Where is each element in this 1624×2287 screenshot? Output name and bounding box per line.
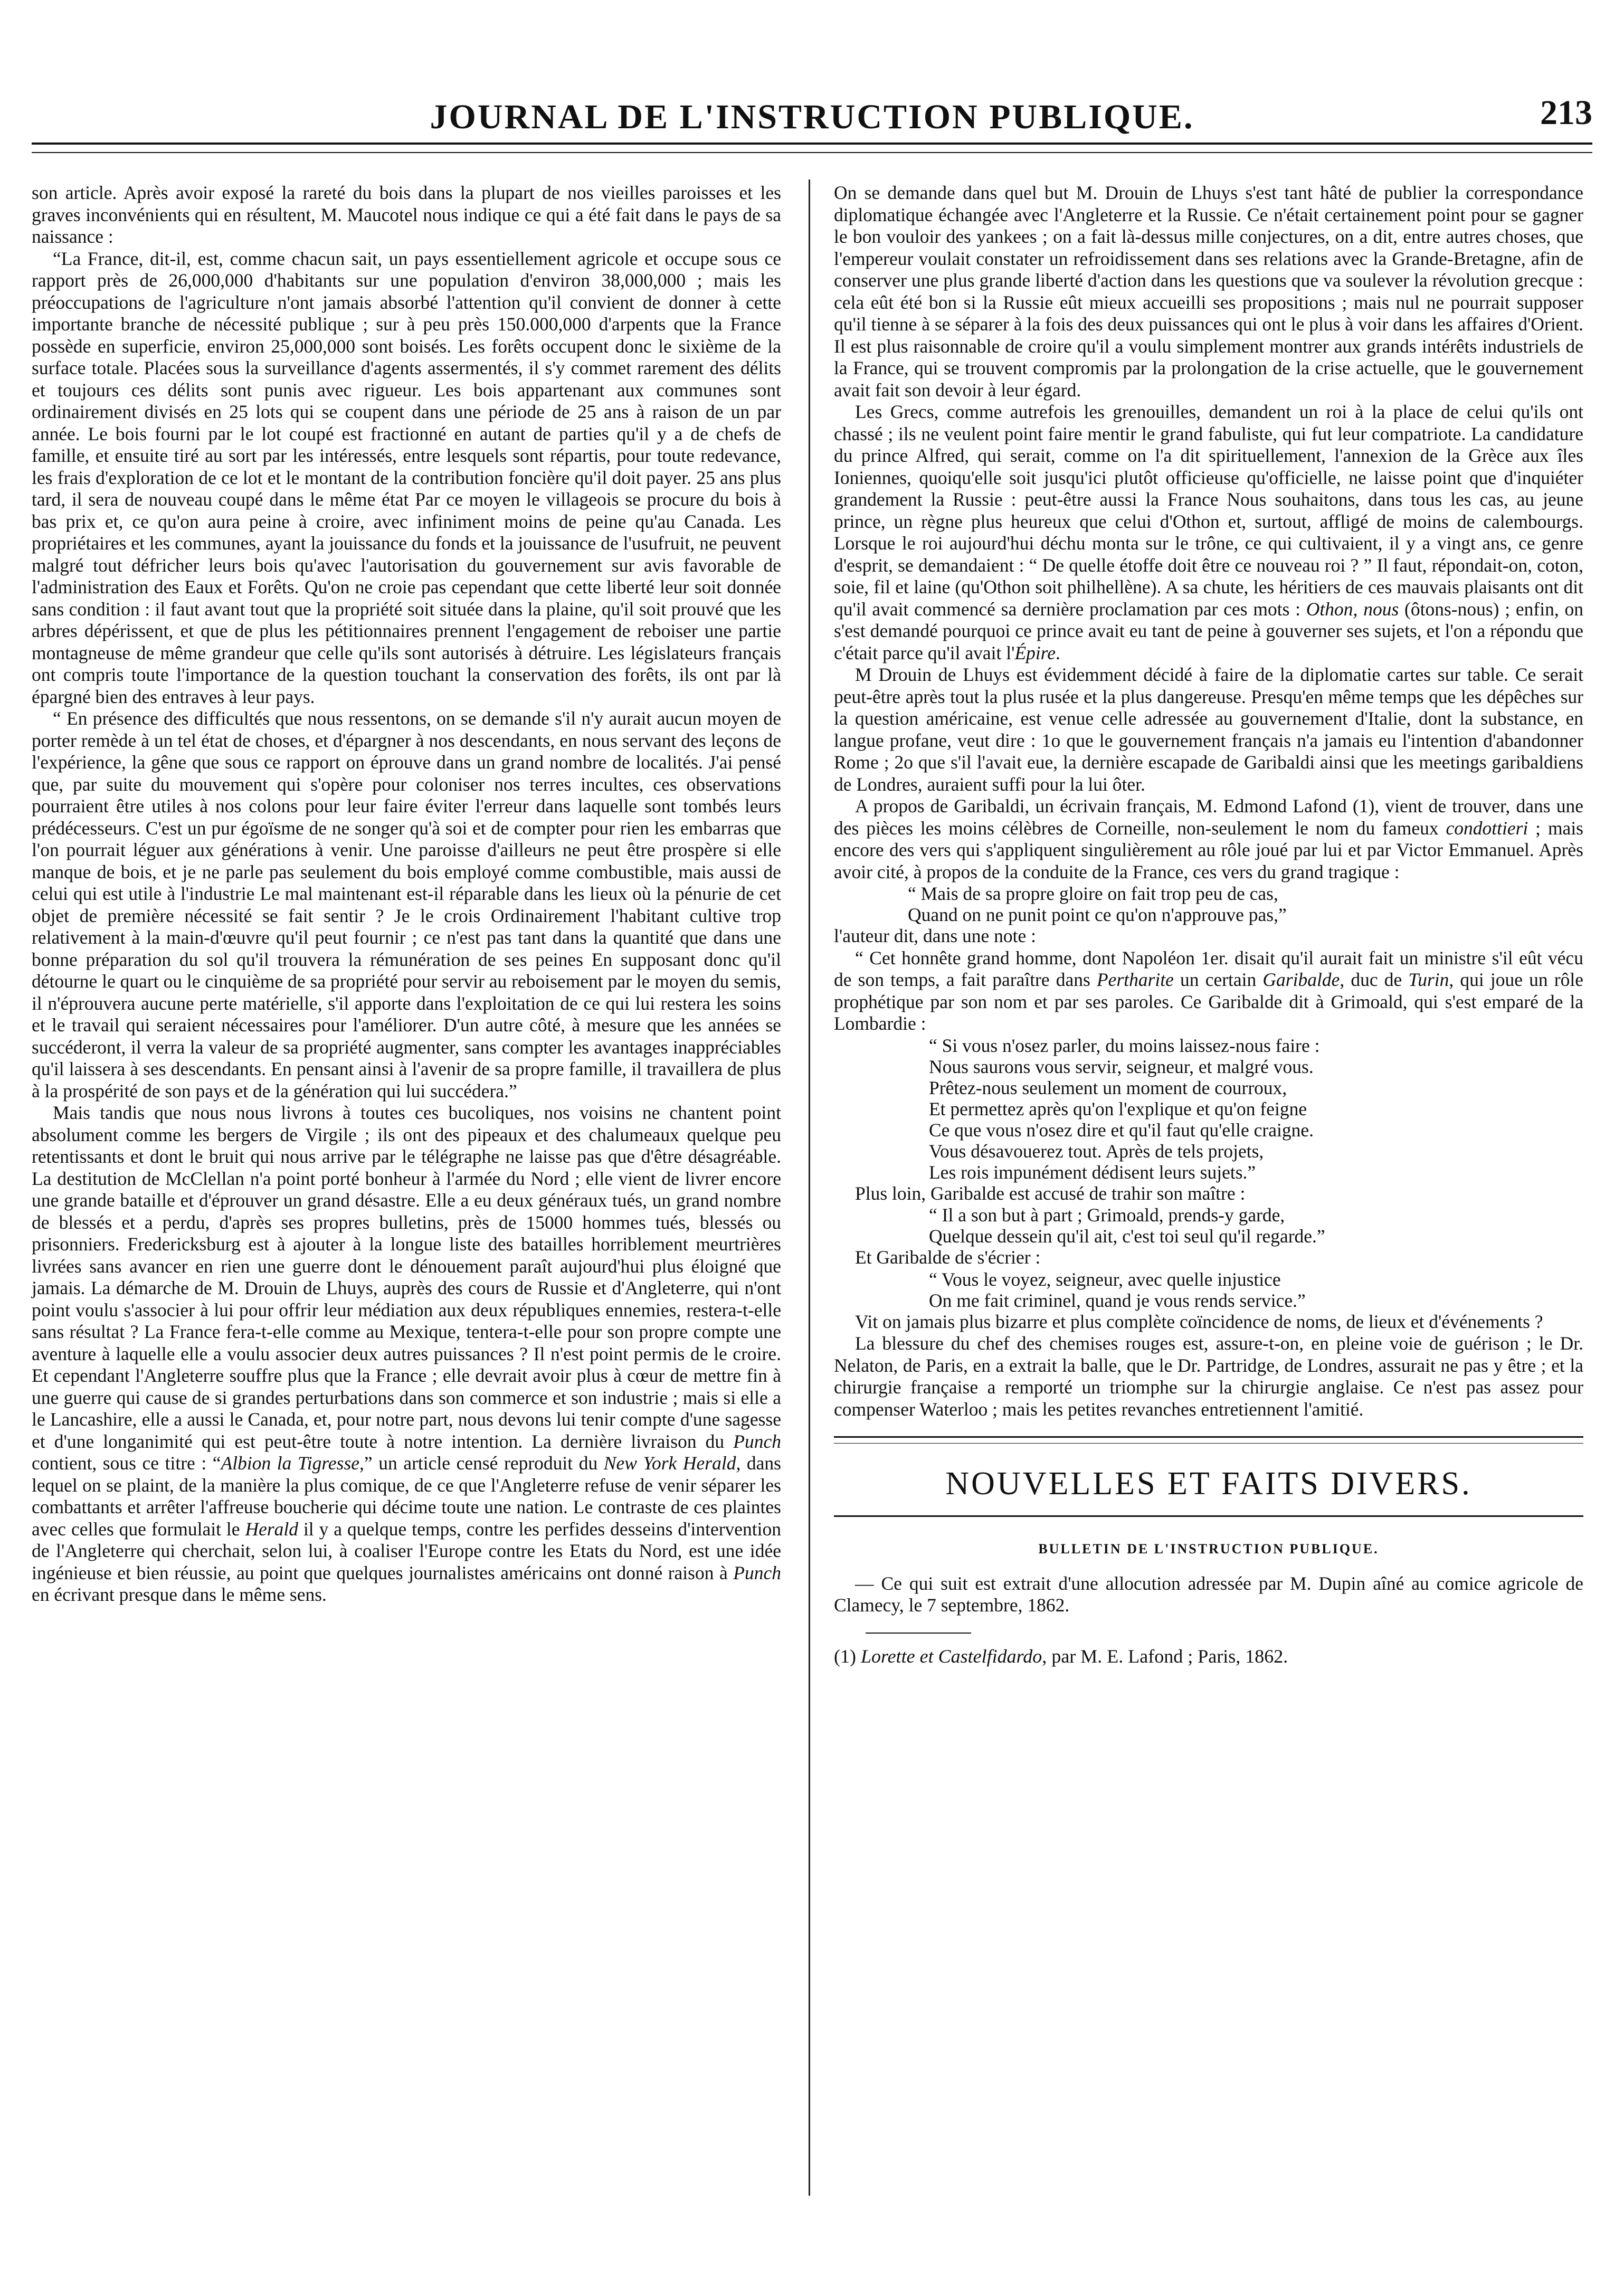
paragraph: Plus loin, Garibalde est accusé de trahir son maître : [855, 1182, 1246, 1204]
bulletin-title: BULLETIN DE L'INSTRUCTION PUBLIQUE. [1038, 1541, 1379, 1557]
paragraph: A propos de Garibaldi, un écrivain français, M. Edmond Lafond (1), vient de trouver, dans une des pièces les moins célèbres de Corneille, non-seulement le nom du fameux condottieri ; mais encore des vers qui s'appliquent singulièrement au rôle joué par lui et par Victor Emmanuel. Après avoir cité, à propos de la conduite de la France, ces vers du grand tragique : [834, 795, 1583, 882]
paragraph: Les Grecs, comme autrefois les grenouilles, demandent un roi à la place de celui qu'ils ont chassé ; ils ne veulent point faire mentir le grand fabuliste, qui fut leur compatriote. La candidature du prince Alfred, qui serait, comme on l'a dit spirituellement, l'annexion de la Grèce aux îles Ioniennes, quoiqu'elle soit jusqu'ici plutôt officieuse qu'officielle, ne laisse point que d'inquiéter grandement la Russie : peut-être aussi la France Nous souhaitons, dans tous les cas, au jeune prince, un règne plus heureux que celui d'Othon et, surtout, affligé de moins de calembourgs. Lorsque le roi aujourd'hui déchu monta sur le trône, ce qui cultivaient, il y a vingt ans, ce genre d'esprit, se demandaient : “ De quelle étoffe doit être ce nouveau roi ? ” Il faut, répondait-on, coton, soie, fil et laine (qu'Othon soit philhellène). A sa chute, les héritiers de ces mauvais plaisants ont dit qu'il avait commencé sa dernière proclamation par ces mots : Othon, nous (ôtons-nous) ; enfin, on s'est demandé pourquoi ce prince avait eu tant de peine à gouverner ses sujets, et l'on a répondu que c'était parce qu'il avait l'Épire. [834, 401, 1583, 663]
paragraph: son article. Après avoir exposé la rareté du bois dans la plupart de nos vieilles paroisses et les graves inconvénients qui en résultent, M. Maucotel nous indique ce qui a été fait dans le pays de sa naissance : [32, 182, 781, 247]
footnote: (1) Lorette et Castelfidardo, par M. E. Lafond ; Paris, 1862. [834, 1645, 1288, 1667]
page-header [32, 79, 1592, 137]
journal-title: JOURNAL DE L'INSTRUCTION PUBLIQUE. [430, 98, 1194, 136]
section-rule [834, 1515, 1583, 1517]
section-rule [834, 1436, 1583, 1444]
section-title: NOUVELLES ET FAITS DIVERS. [945, 1466, 1472, 1502]
paragraph: Vit on jamais plus bizarre et plus complète coïncidence de noms, de lieux et d'événements ? [855, 1311, 1543, 1332]
verse-block: “ Mais de sa propre gloire on fait trop peu de cas, Quand on ne punit point ce qu'on n'approuve pas,” [908, 883, 1287, 925]
paragraph: l'auteur dit, dans une note : [834, 925, 1036, 946]
verse-block: “ Vous le voyez, seigneur, avec quelle injustice On me fait criminel, quand je vous rends service.” [929, 1268, 1306, 1311]
paragraph: “ En présence des difficultés que nous ressentons, on se demande s'il n'y aurait aucun moyen de porter remède à un tel état de choses, et d'épargner à nos descendants, en nous servant des leçons de l'expérience, la gêne que sous ce rapport on éprouve dans un grand nombre de localités. J'ai pensé que, par suite du mouvement qui s'opère pour coloniser nos terres incultes, ces observations pourraient être utiles à nos colons pour leur faire éviter l'erreur dans laquelle sont tombés leurs prédécesseurs. C'est un pur égoïsme de ne songer qu'à soi et de compter pour rien les embarras que l'on pourrait léguer aux générations à venir. Une paroisse d'ailleurs ne peut être prospère si elle manque de bois, et je ne parle pas seulement du bois employé comme combustible, mais aussi de celui qui est utile à l'industrie Le mal maintenant est-il réparable dans les lieux où la pénurie de cet objet de première nécessité se fait sentir ? Je le crois Ordinairement l'habitant cultive trop relativement à la main-d'œuvre qu'il peut fournir ; ce n'est pas tant dans la quantité que dans une bonne préparation du sol qu'il trouvera la rémunération de ses peines En supposant donc qu'il détourne le quart ou le cinquième de sa propriété pour servir au reboisement par le moyen du semis, il n'éprouvera aucune perte matérielle, s'il apporte dans l'exploitation de ce qui lui restera les soins et le travail qui seraient nécessaires pour l'améliorer. D'un autre côté, à mesure que les années se succéderont, il verra la valeur de sa propriété augmenter, sans compter les avantages inappréciables qu'il laissera à ses descendants. En pensant ainsi à l'avenir de sa propre famille, il travaillera de plus à la prospérité de son pays et de la génération qui lui succédera.” [32, 708, 781, 1102]
paragraph: — Ce qui suit est extrait d'une allocution adressée par M. Dupin aîné au comice agricole de Clamecy, le 7 septembre, 1862. [834, 1572, 1583, 1616]
right-column [834, 182, 1583, 1667]
paragraph: “La France, dit-il, est, comme chacun sait, un pays essentiellement agricole et occupe sous ce rapport près de 26,000,000 d'habitants sur une population d'environ 38,000,000 ; mais les préoccupations de l'agriculture n'ont jamais absorbé l'attention qu'il convient de donner à cette importante branche de nécessité publique ; sur à peu près 150.000,000 d'arpents que la France possède en superficie, environ 25,000,000 sont boisés. Les forêts occupent donc le sixième de la surface totale. Placées sous la surveillance d'agents assermentés, il s'y commet rarement des délits et toujours ces délits sont punis avec rigueur. Les bois appartenant aux communes sont ordinairement divisés en 25 lots qui se coupent dans une période de 25 ans à raison de un par année. Le bois fourni par le lot coupé est fractionné en autant de parties qu'il y a de chefs de famille, et ensuite tiré au sort par les intéressés, entre lesquels sont répartis, pour toute redevance, les frais d'exploration de ce lot et le montant de la contribution foncière qu'il doit payer. 25 ans plus tard, il sera de nouveau coupé dans le même état Par ce moyen le villageois se procure du bois à bas prix et, ce qu'on aura peine à croire, avec infiniment moins de peine qu'au Canada. Les propriétaires et les communes, ayant la jouissance du fonds et la jouissance de l'usufruit, ne peuvent malgré tout défricher leurs bois qu'avec l'autorisation du gouvernement sur avis favorable de l'administration des Eaux et Forêts. Qu'on ne croie pas cependant que cette liberté leur soit donnée sans condition : il faut avant tout que la propriété soit située dans la plaine, qu'il soit prouvé que les arbres dépérissent, et que de plus les pétitionnaires prennent l'engagement de reboiser une partie montagneuse de même grandeur que celle qu'ils sont autorisés à détruire. Les législateurs français ont compris toute l'importance de la question touchant la conservation des forêts, ils ont par là épargné bien des entraves à leur pays. [32, 248, 781, 707]
page-number: 213 [1540, 93, 1592, 132]
paragraph: M Drouin de Lhuys est évidemment décidé à faire de la diplomatie cartes sur table. Ce serait peut-être après tout la plus rusée et la plus dangereuse. Presqu'en même temps que les dépêches sur la question américaine, est venue celle adressée au gouvernement d'Italie, dont la substance, en langue profane, veut dire : 1o que le gouvernement français n'a jamais eu l'intention d'abandonner Rome ; 2o que s'il l'avait eue, la dernière escapade de Garibaldi ainsi que les meetings garibaldiens de Londres, auraient suffi pour la lui ôter. [834, 664, 1583, 795]
paragraph: On se demande dans quel but M. Drouin de Lhuys s'est tant hâté de publier la correspondance diplomatique échangée avec l'Angleterre et la Russie. Ce n'était certainement point pour se gagner le bon vouloir des yankees ; on a fait là-dessus mille conjectures, on a dit, entre autres choses, que l'empereur voulait constater un refroidissement dans ses relations avec la Grande-Bretagne, afin de conserver une plus grande liberté d'action dans les questions que va soulever la révolution grecque : cela eût été bon si la Russie eût mieux accueilli ses propositions ; mais nul ne pourrait supposer qu'il tienne à se séparer à la fois des deux puissances qui ont le plus à voir dans les affaires d'Orient. Il est plus raisonnable de croire qu'il a voulu simplement montrer aux grands intérêts industriels de la France, qui se trouvent compromis par la prolongation de la crise actuelle, que le gouvernement avait fait son devoir à leur égard. [834, 182, 1583, 401]
paragraph: Et Garibalde de s'écrier : [855, 1247, 1041, 1268]
header-rule [32, 143, 1592, 153]
verse-block: “ Il a son but à part ; Grimoald, prends-y garde, Quelque dessein qu'il ait, c'est toi seul qu'il regarde.” [929, 1204, 1325, 1247]
paragraph: “ Cet honnête grand homme, dont Napoléon 1er. disait qu'il aurait fait un ministre s'il eût vécu de son temps, a fait paraître dans Pertharite un certain Garibalde, duc de Turin, qui joue un rôle prophétique par son nom et par ses paroles. Ce Garibalde dit à Grimoald, qui s'est emparé de la Lombardie : [834, 947, 1583, 1034]
footnote-rule [866, 1633, 971, 1634]
left-column [32, 182, 781, 1606]
paragraph: La blessure du chef des chemises rouges est, assure-t-on, en pleine voie de guérison ; le Dr. Nelaton, de Paris, en a extrait la balle, que le Dr. Partridge, de Londres, assurait ne pas y être ; et la chirurgie française a remporté un triomphe sur la chirurgie anglaise. Ce n'est pas assez pour compenser Waterloo ; mais les petites revanches entretiennent l'amitié. [834, 1333, 1583, 1420]
column-divider [809, 179, 810, 2196]
paragraph: Mais tandis que nous nous livrons à toutes ces bucoliques, nos voisins ne chantent point absolument comme les bergers de Virgile ; ils ont des pipeaux et des chalumeaux quelque peu retentissants et dont le bruit qui nous arrive par le télégraphe ne laisse pas que d'être désagréable. La destitution de McClellan n'a point porté bonheur à l'armée du Nord ; elle vient de livrer encore une grande bataille et d'éprouver un grand désastre. Elle a eu deux généraux tués, un grand nombre de blessés et a perdu, d'après ses propres bulletins, près de 15000 hommes tués, blessés ou prisonniers. Fredericksburg est à ajouter à la longue liste des batailles horriblement meurtrières livrées sans avancer en rien une guerre dont le dénouement paraît aujourd'hui plus éloigné que jamais. La démarche de M. Drouin de Lhuys, auprès des cours de Russie et d'Angleterre, qui n'ont point voulu s'associer à lui pour offrir leur médiation aux deux républiques ennemies, restera-t-elle sans résultat ? La France fera-t-elle comme au Mexique, tentera-t-elle pour son propre compte une aventure à laquelle elle a voulu associer deux autres puissances ? Il n'est point permis de le croire. Et cependant l'Angleterre souffre plus que la France ; elle devrait avoir plus à cœur de mettre fin à une guerre qui cause de si grandes perturbations dans son commerce et son industrie ; mais si elle a le Lancashire, elle a aussi le Canada, et, pour notre part, nous devons lui tenir compte d'une sagesse et d'une longanimité qui est peut-être toute à notre intention. La dernière livraison du Punch contient, sous ce titre : “Albion la Tigresse,” un article censé reproduit du New York Herald, dans lequel on se plaint, de la manière la plus comique, de ce que l'Angleterre refuse de venir séparer les combattants et arrêter l'affreuse boucherie qui décime toute une nation. Le contraste de ces plaintes avec celles que formulait le Herald il y a quelque temps, contre les perfides desseins d'intervention de l'Angleterre qui cherchait, selon lui, à coaliser l'Europe contre les Etats du Nord, est une idée ingénieuse et bien réussie, au point que quelques journalistes américains ont donné raison à Punch en écrivant presque dans le même sens. [32, 1102, 781, 1605]
verse-block: “ Si vous n'osez parler, du moins laissez-nous faire : Nous saurons vous servir, seigneur, et malgré vous. Prêtez-nous seulement un moment de courroux, Et permettez après qu'on l'explique et qu'on feigne Ce que vous n'osez dire et qu'il faut qu'elle craigne. Vous désavouerez tout. Après de tels projets, Les rois impunément dédisent leurs sujets.” [929, 1035, 1320, 1183]
